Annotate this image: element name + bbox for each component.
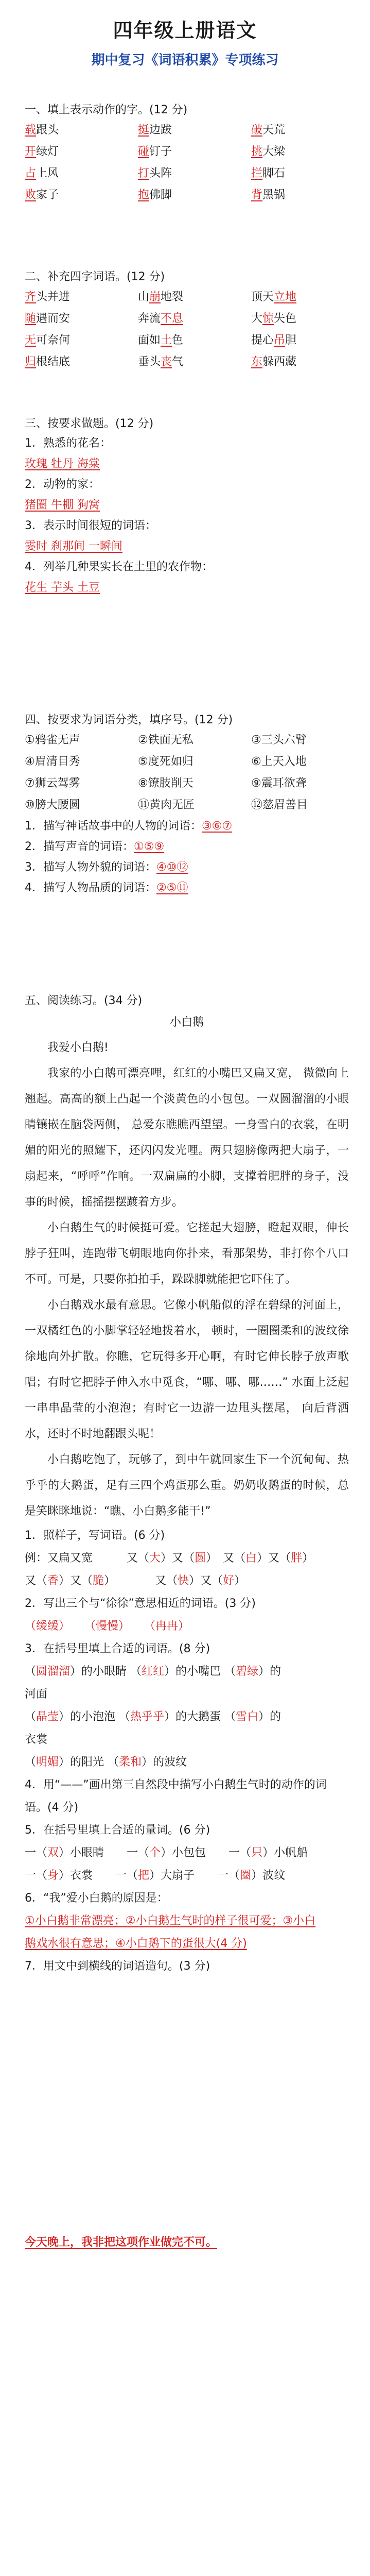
s4-a4: ②⑤⑪ [156,882,188,894]
idiom-answer-char: 丧 [161,355,172,368]
s5-q5-ans: 把 [138,1869,150,1882]
idiom-answer-char: 崩 [149,291,161,303]
idiom-char: 遇 [36,312,48,325]
idiom-answer-char: 土 [161,334,172,347]
s5-q5-ans: 圈 [240,1869,252,1882]
idiom-answer-char: 随 [25,312,37,325]
s4-q1: 1．描写神话故事中的人物的词语： [25,820,202,833]
idiom-2-2 [251,330,349,351]
s5-q3-a4: 晶莹 [36,1710,59,1723]
s5-q6: 6．“我”爱小白鹅的原因是： [25,1892,168,1905]
story-paragraph-4: 小白鹅吃饱了，玩够了，到中午就回家生下一个沉甸甸、热乎乎的大鹅蛋，足有三四个鸡蛋那么重。奶奶收鹅蛋的时候，总是笑眯眯地说：“瞧、小白鹅多能干!” [25,1453,349,1518]
s5-q3: 3．在括号里填上合适的词语。(8 分) [25,1642,210,1655]
idiom-char: 顶 [251,291,263,303]
s5-q1-line2 [25,1570,349,1592]
verb-phrase-2-1 [138,163,236,184]
s5-q5-word: 小帆船 [274,1846,308,1859]
section-2-grid [25,286,349,373]
verb-answer: 开 [25,145,37,158]
verb-answer: 拦 [251,167,263,180]
s5-q3-row4 [25,1728,349,1751]
s5-q1: 1．照样子，写词语。(6 分) [25,1529,165,1542]
s5-q3-a7: 明媚 [36,1756,59,1769]
s4-q3-row [25,857,349,878]
verb-phrase-2-0 [25,163,122,184]
idiom-1-1 [138,308,236,330]
idiom-char: 进 [59,291,71,303]
s5-q5-word: 波纹 [262,1869,286,1882]
idiom-char: 地 [161,291,172,303]
s5-q5-ans: 只 [251,1846,263,1859]
paren-text: 又（ [127,1552,150,1565]
idiom-3-0 [25,351,122,373]
idiom-option-3-0: ⑩膀大腰圆 [25,799,80,811]
s4-q2: 2．描写声音的词语： [25,840,134,853]
s5-q6-answer-a: ①小白鹅非常漂亮；②小白鹅生气时的样子很可爱；③小白 [25,1914,316,1927]
verb-answer: 碰 [138,145,150,158]
idiom-char: 安 [59,312,71,325]
s5-q3-row5: （明媚）的阳光 （柔和）的波纹 [25,1756,187,1769]
section-3 [25,415,349,598]
idiom-char: 而 [47,312,59,325]
paren-text: ）又（ [257,1552,291,1565]
story-title: 小白鹅 [169,1016,204,1029]
idiom-char: 躲 [262,355,274,368]
verb-rest: 上风 [36,167,59,180]
s5-q2-a1: 缓缓 [36,1620,59,1633]
s5-q2-a2: 慢慢 [96,1620,119,1633]
s5-q1-item-1 [223,1552,308,1565]
verb-rest: 黑锅 [262,189,286,201]
idiom-0-0 [25,286,122,308]
verb-phrase-3-0 [25,184,122,206]
verb-answer: 占 [25,167,37,180]
idiom-option-1-0: ④眉清目秀 [25,755,80,768]
paren-text: ） [302,1552,308,1565]
s5-q3-t1: 的小眼睛 [81,1665,127,1678]
idiom-0-2 [251,286,349,308]
idiom-answer-char: 息 [172,312,184,325]
idiom-char: 如 [149,334,161,347]
s5-q5-word: 小包包 [172,1846,206,1859]
s3-q3: 3．表示时间很短的词语： [25,519,156,532]
s5-q3-a6: 雪白 [236,1710,259,1723]
s4-q4-row [25,878,349,899]
idiom-char: 何 [59,334,71,347]
s4-q3: 3．描写人物外貌的词语： [25,861,156,874]
idiom-char: 并 [47,291,59,303]
paren-text: ） [104,1574,110,1587]
s3-a4: 花生 芋头 土豆 [25,581,100,594]
s4-a2: ①⑤⑨ [134,840,165,853]
idiom-0-1 [138,286,236,308]
idiom-answer-char: 无 [25,334,37,347]
s4-a3: ④⑩⑫ [156,861,188,874]
idiom-answer-char: 立 [274,291,286,303]
verb-rest: 跟头 [36,124,59,137]
s5-q5-ans: 身 [47,1869,59,1882]
idiom-option-1-2: ⑥上天入地 [251,755,307,768]
page-title: 四年级上册语文 [113,19,257,42]
idiom-answer-char: 吊 [274,334,286,347]
verb-rest: 天荒 [262,124,286,137]
verb-rest: 家子 [36,189,59,201]
s5-q1-ans: 香 [47,1574,59,1587]
verb-phrase-0-1 [138,120,236,141]
s5-q3-row2 [25,1683,349,1706]
paren-text: ） [206,1552,212,1565]
idiom-char: 面 [138,334,150,347]
s5-q1-ans: 圆 [195,1552,206,1565]
s5-q3-t9: 的阳光 [70,1756,104,1769]
verb-answer: 败 [25,189,37,201]
s3-q1: 1．熟悉的花名： [25,437,111,450]
s5-q1-answers [25,1547,349,1592]
idiom-char: 失 [274,312,286,325]
s5-q5: 5．在括号里填上合适的量词。(6 分) [25,1824,210,1837]
idiom-option-2-2: ⑨震耳欲聋 [251,777,307,790]
s5-q5-word: 衣裳 [70,1869,93,1882]
paren-text: ）又（ [59,1574,93,1587]
section-1-grid [25,120,349,206]
idiom-1-2 [251,308,349,330]
s4-q4: 4．描写人物品质的词语： [25,882,156,894]
idiom-char: 根 [36,355,48,368]
s3-a3: 霎时 刹那间 一瞬间 [25,540,122,553]
idiom-option-1-1: ⑤度死如归 [138,755,193,768]
idiom-1-0 [25,308,122,330]
verb-rest: 大梁 [262,145,286,158]
story-opening: 我爱小白鹅! [47,1041,109,1054]
verb-answer: 挑 [251,145,263,158]
s5-q3-t7: 的 [270,1710,281,1723]
idiom-option-3-2: ⑫慈眉善目 [251,799,308,811]
verb-answer: 载 [25,124,37,137]
s5-q3-t2: 的小嘴巴 [175,1665,221,1678]
s3-a2: 猪圈 牛棚 狗窝 [25,499,100,512]
idiom-char: 可 [36,334,48,347]
s4-q1-row [25,816,349,837]
s5-q3-t3: 的 [270,1665,281,1678]
idiom-char: 头 [149,355,161,368]
section-3-heading: 三、按要求做题。(12 分) [25,417,154,430]
verb-answer: 破 [251,124,263,137]
idiom-char: 西 [274,355,286,368]
idiom-answer-char: 不 [161,312,172,325]
idiom-answer-char: 地 [285,291,297,303]
s5-q3-row1: （圆溜溜）的小眼睛 （红红）的小嘴巴 （碧绿）的 [25,1665,281,1678]
s5-q4: 4．用“——”画出第三自然段中描写小白鹅生气时的动作的词语。(4 分) [25,1778,327,1814]
idiom-char: 山 [138,291,150,303]
s4-q2-row [25,837,349,857]
s5-q5-line1: 一（身）衣裳 一（把）大扇子 一（圈）波纹 [25,1869,286,1882]
paren-text: ） [234,1574,240,1587]
section-4 [25,711,349,899]
s5-q3-t10: 的波纹 [153,1756,187,1769]
verb-answer: 背 [251,189,263,201]
s5-q1-item-0 [127,1552,212,1565]
verb-phrase-1-2 [251,141,349,163]
s5-q1-ans: 好 [223,1574,235,1587]
idiom-char: 奔 [138,312,150,325]
idiom-char: 心 [262,334,274,347]
idiom-option-0-1: ②铁面无私 [138,734,193,747]
idiom-char: 藏 [285,355,297,368]
verb-rest: 边跋 [149,124,172,137]
section-5-heading: 五、阅读练习。(34 分) [25,994,143,1007]
s5-q1-ans: 白 [245,1552,257,1565]
idiom-2-1 [138,330,236,351]
page-subtitle: 期中复习《词语积累》专项练习 [91,53,279,68]
s3-q2: 2．动物的家： [25,478,100,491]
verb-answer: 挺 [138,124,150,137]
s5-q5-answers [25,1842,349,1887]
s5-q5-word: 大扇子 [161,1869,195,1882]
idiom-char: 头 [36,291,48,303]
s5-q3-t8: 衣裳 [25,1733,48,1746]
paren-text: 又（ [25,1574,48,1587]
paren-text: 又（ [223,1552,246,1565]
idiom-char: 结 [47,355,59,368]
verb-phrase-1-0 [25,141,122,163]
idiom-char: 裂 [172,291,184,303]
verb-answer: 打 [138,167,150,180]
idiom-option-0-0: ①鸦雀无声 [25,734,80,747]
idiom-option-2-0: ⑦狮云驾雾 [25,777,80,790]
idiom-option-2-1: ⑧镣肢削天 [138,777,193,790]
section-1-heading: 一、填上表示动作的字。(12 分) [25,104,188,116]
verb-rest: 绿灯 [36,145,59,158]
idiom-char: 提 [251,334,263,347]
idiom-answer-char: 归 [25,355,37,368]
idiom-char: 气 [172,355,184,368]
verb-phrase-3-2 [251,184,349,206]
idiom-answer-char: 齐 [25,291,37,303]
s5-q2-answers: （缓缓） （慢慢） （冉冉） [25,1620,190,1633]
section-4-grid [25,730,349,816]
idiom-char: 流 [149,312,161,325]
idiom-3-1 [138,351,236,373]
s5-q1-ans: 快 [178,1574,189,1587]
s4-a1: ③⑥⑦ [202,820,233,833]
s5-q1-ans: 脆 [93,1574,104,1587]
section-1 [25,101,349,206]
section-5 [25,992,349,1978]
s5-q2-a3: 冉冉 [155,1620,179,1633]
idiom-char: 天 [262,291,274,303]
verb-phrase-2-2 [251,163,349,184]
idiom-answer-char: 东 [251,355,263,368]
s5-q5-ans: 双 [47,1846,59,1859]
s5-q7: 7．用文中到横线的词语造句。(3 分) [25,1960,210,1973]
verb-rest: 钉子 [149,145,172,158]
section-2 [25,268,349,373]
s5-q1-ans: 胖 [291,1552,303,1565]
s3-a1: 玫瑰 牡丹 海棠 [25,457,100,470]
idiom-char: 色 [285,312,297,325]
s5-q3-a1: 圆溜溜 [36,1665,71,1678]
idiom-3-2 [251,351,349,373]
section-4-heading: 四、按要求为词语分类，填序号。(12 分) [25,714,233,726]
section-2-heading: 二、补充四字词语。(12 分) [25,270,165,283]
s5-q3-a8: 柔和 [119,1756,142,1769]
verb-phrase-3-1 [138,184,236,206]
paren-text: ）又（ [189,1574,223,1587]
story-paragraph-3: 小白鹅戏水最有意思。它像小帆船似的浮在碧绿的河面上， 一双橘红色的小脚掌轻轻地拨着水， 顿时，一圈圈柔和的波纹徐徐地向外扩散。你瞧，它玩得多开心啊，有时它伸长脖子放声歌唱；有时它把脖子伸入水中觅食，“哪、哪、哪……” 水面上泛起一串串晶莹的小泡泡；有时它一边游一边甩头摆尾， 向后背洒水，还时不时地翻跟头呢！ [25,1299,349,1440]
s5-q5-line0: 一（双）小眼睛 一（个）小包包 一（只）小帆船 [25,1846,308,1859]
s5-q2: 2．写出三个与“徐徐”意思相近的词语。(3 分) [25,1597,256,1610]
verb-answer: 抱 [138,189,150,201]
s5-q5-ans: 个 [149,1846,161,1859]
s5-q3-a2: 红红 [142,1665,165,1678]
s5-q3-t5: 的小泡泡 [70,1710,116,1723]
s5-q1-item-3 [155,1574,240,1587]
verb-phrase-1-1 [138,141,236,163]
s5-q1-example: 例：又扁又宽 [25,1552,93,1565]
idiom-option-0-2: ③三头六臂 [251,734,307,747]
s5-q3-row3: （晶莹）的小泡泡 （热乎乎）的大鹅蛋 （雪白）的 [25,1710,281,1723]
story-paragraph-1: 我家的小白鹅可漂亮哩，红红的小嘴巴又扁又宽， 微微向上翘起。高高的额上凸起一个淡黄色的小包包。一双圆溜溜的小眼睛镶嵌在脑袋两侧， 总爱东瞧瞧西望望。一身雪白的衣裳，在明媚的阳光的照耀下，还闪闪发光哩。两只翅膀像两把大扇子，一扇起来，“呼呼”作响。一双扁扁的小脚，支撑着肥胖的身子，没事的时候，摇摇摆摆踱着方步。 [25,1067,349,1209]
story-paragraph-2: 小白鹅生气的时候挺可爱。它搓起大翅膀，瞪起双眼，伸长脖子狂叫，连跑带飞朝眼地向你扑来，看那架势，非打你个八口不可。可是，只要你拍拍手，跺跺脚就能把它吓住了。 [25,1222,349,1286]
s5-q1-line1 [25,1547,349,1570]
idiom-char: 垂 [138,355,150,368]
idiom-2-0 [25,330,122,351]
s5-q3-a3: 碧绿 [236,1665,259,1678]
verb-rest: 头阵 [149,167,172,180]
s3-q4: 4．列举几种果实长在土里的农作物： [25,561,213,573]
verb-rest: 脚石 [262,167,286,180]
idiom-char: 色 [172,334,184,347]
s5-q5-word: 小眼睛 [70,1846,104,1859]
idiom-char: 大 [251,312,263,325]
idiom-char: 奈 [47,334,59,347]
s5-q3-a5: 热乎乎 [130,1710,165,1723]
s5-q6-answer-b: 鹅戏水很有意思；④小白鹅下的蛋很大(4 分) [25,1937,247,1950]
idiom-char: 底 [59,355,71,368]
verb-phrase-0-2 [251,120,349,141]
paren-text: 又（ [155,1574,178,1587]
idiom-answer-char: 惊 [262,312,274,325]
idiom-option-3-1: ⑪黄肉无匠 [138,799,195,811]
paren-text: ）又（ [161,1552,195,1565]
verb-rest: 佛脚 [149,189,172,201]
s5-q1-ans: 大 [149,1552,161,1565]
footer-answer: 今天晚上，我非把这项作业做完不可。 [25,2236,218,2249]
s5-q1-item-2 [25,1574,110,1587]
verb-phrase-0-0 [25,120,122,141]
idiom-char: 胆 [285,334,297,347]
s5-q3-t6: 的大鹅蛋 [175,1710,221,1723]
s5-q3-t4: 河面 [25,1688,48,1701]
